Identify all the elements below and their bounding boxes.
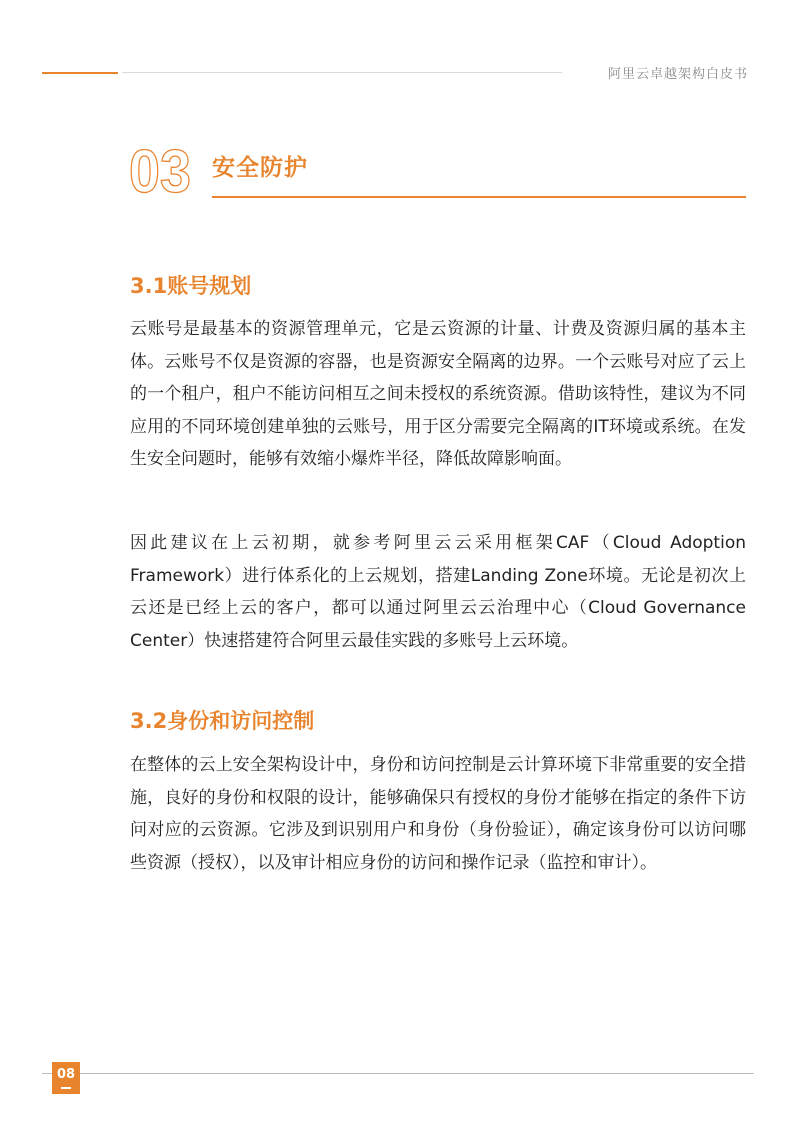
chapter-title-underline	[212, 196, 746, 198]
header-divider-line	[122, 72, 562, 73]
section-title-identity-access: 3.2身份和访问控制	[130, 709, 315, 733]
page-badge-tick	[61, 1087, 71, 1089]
paragraph: 在整体的云上安全架构设计中，身份和访问控制是云计算环境下非常重要的安全措施，良好的身份和权限的设计，能够确保只有授权的身份才能够在指定的条件下访问对应的云资源。它涉及到识别用户和身份（身份验证），确定该身份可以访问哪些资源（授权），以及审计相应身份的访问和操作记录（监控和审计）。	[130, 755, 746, 873]
page-number-badge	[52, 1062, 80, 1094]
header-accent-line	[42, 72, 118, 74]
page-number: 08	[56, 1067, 76, 1082]
chapter-number-text: 03	[129, 138, 191, 202]
footer-line	[42, 1073, 754, 1074]
header-title: 阿里云卓越架构白皮书	[607, 67, 748, 82]
section-title-account-planning: 3.1账号规划	[130, 274, 252, 298]
chapter-title: 安全防护	[212, 155, 308, 181]
chapter-number	[128, 138, 192, 202]
paragraph: 云账号是最基本的资源管理单元，它是云资源的计量、计费及资源归属的基本主体。云账号不仅是资源的容器，也是资源安全隔离的边界。一个云账号对应了云上的一个租户，租户不能访问相互之间未授权的系统资源。借助该特性，建议为不同应用的不同环境创建单独的云账号，用于区分需要完全隔离的IT环境或系统。在发生安全问题时，能够有效缩小爆炸半径，降低故障影响面。	[130, 319, 746, 469]
paragraph: 因此建议在上云初期，就参考阿里云云采用框架CAF（Cloud Adoption Framework）进行体系化的上云规划，搭建Landing Zone环境。无论是初次上云还是已经上云的客户，都可以通过阿里云云治理中心（Cloud Governance Center）快速搭建符合阿里云最佳实践的多账号上云环境。	[130, 533, 746, 651]
